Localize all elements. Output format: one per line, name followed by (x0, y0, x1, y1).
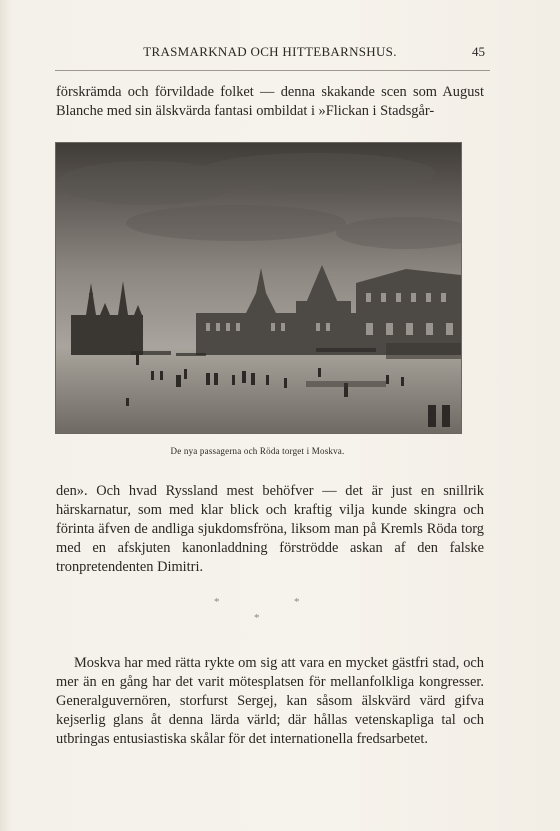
paragraph-1: förskrämda och förvildade folket — denna skakande scen som August Blanche med sin älskvärda fantasi ombildat i »Flickan i Stadsgår- (56, 84, 484, 119)
building-plinth (386, 343, 461, 359)
railing (306, 381, 386, 387)
divider-star: * (294, 596, 300, 608)
page-header (55, 44, 485, 64)
page-number: 45 (472, 44, 485, 59)
divider-star: * (214, 596, 220, 608)
section-divider (0, 596, 560, 626)
paragraph-2: den». Och hvad Ryssland mest behöfver — det är just en snillrik härskarnatur, som med klar blick och kraftig vilja kunde skingra och förinta äfven de andliga sjukdomsfröna, liksom man på Kremls Röda torg med en afskjuten kanonladdning förströdde askan af den falske tronpretendenten Dimitri. (56, 483, 484, 575)
square-ground (56, 348, 461, 433)
paragraph-3: Moskva har med rätta rykte om sig att vara en mycket gästfri stad, och mer än en gång har det varit mötesplatsen för mellanfolkliga kongresser. Generalguvernören, storfurst Sergej, kan såsom älskvärd värd gifva kejserlig glans åt denna lärda värld; där hållas vetenskapliga tal och utbringas entusiastiska skålar för det internationella fredsarbetet. (56, 655, 484, 747)
photo-illustration (56, 143, 461, 433)
running-title: TRASMARKNAD OCH HITTEBARNSHUS. (143, 44, 397, 59)
divider-star: * (254, 612, 260, 624)
figure-caption: De nya passagerna och Röda torget i Moskva. (170, 446, 345, 456)
photograph-red-square (55, 142, 462, 434)
header-rule (55, 70, 490, 71)
